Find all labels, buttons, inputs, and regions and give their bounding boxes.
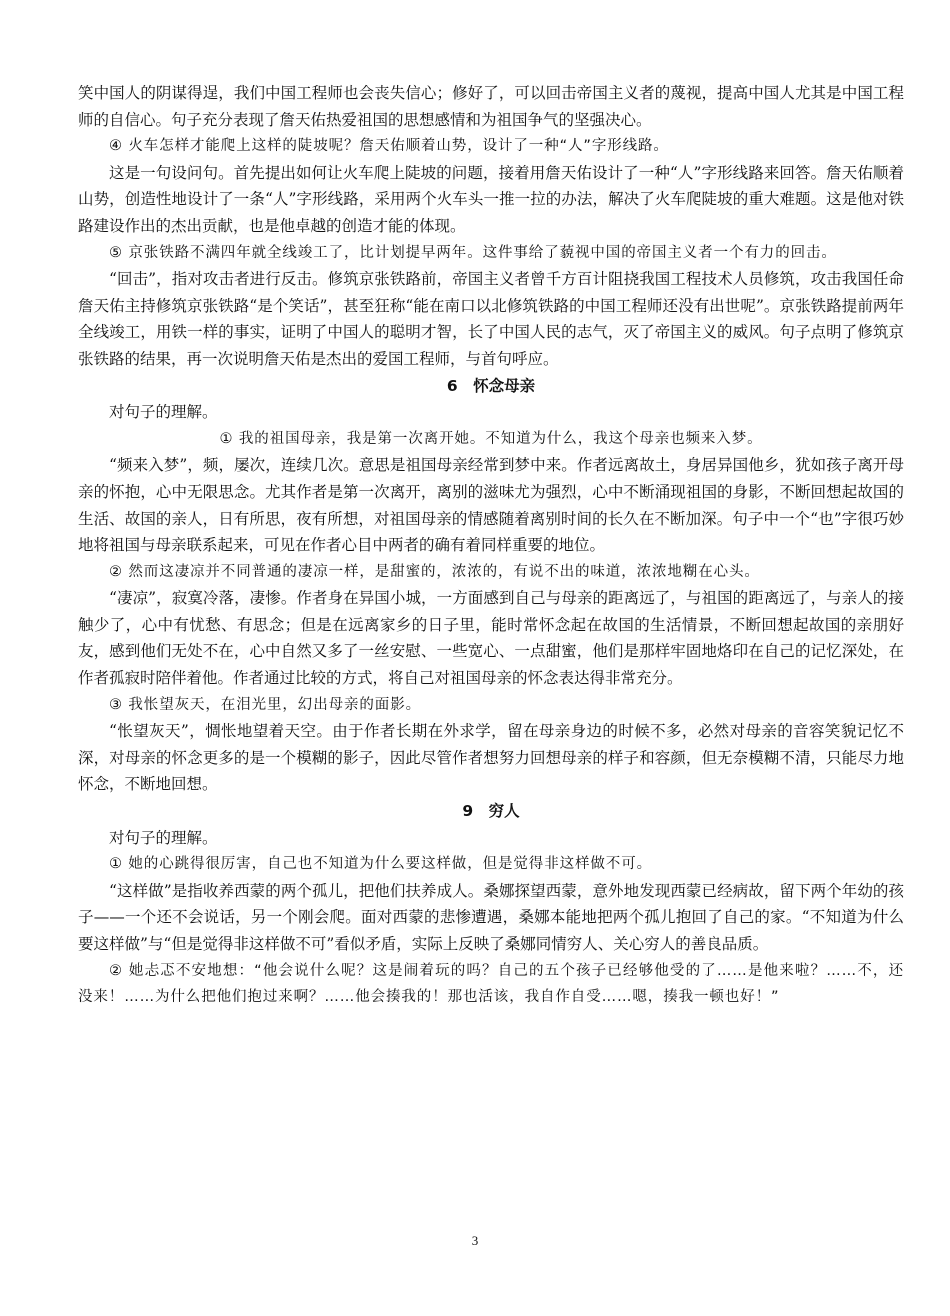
paragraph-3: 这是一句设问句。首先提出如何让火车爬上陡坡的问题，接着用詹天佑设计了一种“人”字形线路来回答。詹天佑顺着山势，创造性地设计了一条“人”字形线路，采用两个火车头一推一拉的办法，解决了火车爬陡坡的重大难题。这是他对铁路建设作出的杰出贡献，也是他卓越的创造才能的体现。 [78,163,904,235]
quote-4: ④ 火车怎样才能爬上这样的陡坡呢？詹天佑顺着山势，设计了一种“人”字形线路。 [109,138,669,155]
quote-9-1: ① 她的心跳得很厉害，自己也不知道为什么要这样做，但是觉得非这样做不可。 [109,856,653,873]
quote-6-2: ② 然而这凄凉并不同普通的凄凉一样，是甜蜜的，浓浓的，有说不出的味道，浓浓地糊在心头。 [109,563,760,580]
paragraph-5: “回击”，指对攻击者进行反击。修筑京张铁路前，帝国主义者曾千方百计阻挠我国工程技术人员修筑，攻击我国任命詹天佑主持修筑京张铁路“是个笑话”，甚至狂称“能在南口以北修筑铁路的中国工程师还没有出世呢”。京张铁路提前两年全线竣工，用铁一样的事实，证明了中国人的聪明才智，长了中国人民的志气，灭了帝国主义的威风。句子点明了修筑京张铁路的结果，再一次说明詹天佑是杰出的爱国工程师，与首句呼应。 [78,270,904,368]
document-body [78,80,904,1011]
quote-6-1: ① 我的祖国母亲，我是第一次离开她。不知道为什么，我这个母亲也频来入梦。 [219,430,763,447]
section-intro-9: 对句子的理解。 [109,828,218,847]
quote-9-2: ② 她忐忑不安地想：“他会说什么呢？这是闹着玩的吗？自己的五个孩子已经够他受的了……是他来啦？……不，还没来！……为什么把他们抱过来啊？……他会揍我的！那也活该，我自作自受……嗯，揍我一顿也好！” [78,962,904,1006]
section-intro-6: 对句子的理解。 [109,403,218,422]
quote-5: ⑤ 京张铁路不满四年就全线竣工了，比计划提早两年。这件事给了藐视中国的帝国主义者一个有力的回击。 [109,244,837,261]
paragraph-11: “凄凉”，寂寞冷落，凄惨。作者身在异国小城，一方面感到自己与母亲的距离远了，与祖国的距离远了，与亲人的接触少了，心中有忧愁、有思念；但是在远离家乡的日子里，能时常怀念起在故国的生活情景，不断回想起故国的亲朋好友，感到他们无处不在，心中自然又多了一丝安慰、一些宽心、一点甜蜜，他们是那样牢固地烙印在自己的记忆深处，在作者孤寂时陪伴着他。作者通过比较的方式，将自己对祖国母亲的怀念表达得非常充分。 [78,589,904,688]
paragraph-9: “频来入梦”，频，屡次，连续几次。意思是祖国母亲经常到梦中来。作者远离故土，身居异国他乡，犹如孩子离开母亲的怀抱，心中无限思念。尤其作者是第一次离开，离别的滋味尤为强烈，心中不断涌现祖国的身影，不断回想起故国的生活、故国的亲人，日有所思，夜有所想，对祖国母亲的情感随着离别时间的长久在不断加深。句子中一个“也”字很巧妙地将祖国与母亲联系起来，可见在作者心目中两者的确有着同样重要的地位。 [78,456,904,555]
paragraph-17: “这样做”是指收养西蒙的两个孤儿，把他们扶养成人。桑娜探望西蒙，意外地发现西蒙已经病故，留下两个年幼的孩子——一个还不会说话，另一个刚会爬。面对西蒙的悲惨遭遇，桑娜本能地把两个孤儿抱回了自己的家。“不知道为什么要这样做”与“但是觉得非这样做不可”看似矛盾，实际上反映了桑娜同情穷人、关心穷人的善良品质。 [78,881,904,953]
quote-6-3: ③ 我怅望灰天，在泪光里，幻出母亲的面影。 [109,696,422,713]
paragraph-13: “怅望灰天”，惆怅地望着天空。由于作者长期在外求学，留在母亲身边的时候不多，必然对母亲的音容笑貌记忆不深，对母亲的怀念更多的是一个模糊的影子，因此尽管作者想努力回想母亲的样子和容颜，但无奈模糊不清，只能尽力地怀念，不断地回想。 [78,722,904,794]
page-number: 3 [471,1233,479,1248]
section-title-9: 9 穷人 [462,802,520,821]
section-title-6: 6 怀念母亲 [446,376,536,395]
paragraph-1: 笑中国人的阴谋得逞，我们中国工程师也会丧失信心；修好了，可以回击帝国主义者的蔑视，提高中国人尤其是中国工程师的自信心。句子充分表现了詹天佑热爱祖国的思想感情和为祖国争气的坚强决心。 [78,84,904,129]
